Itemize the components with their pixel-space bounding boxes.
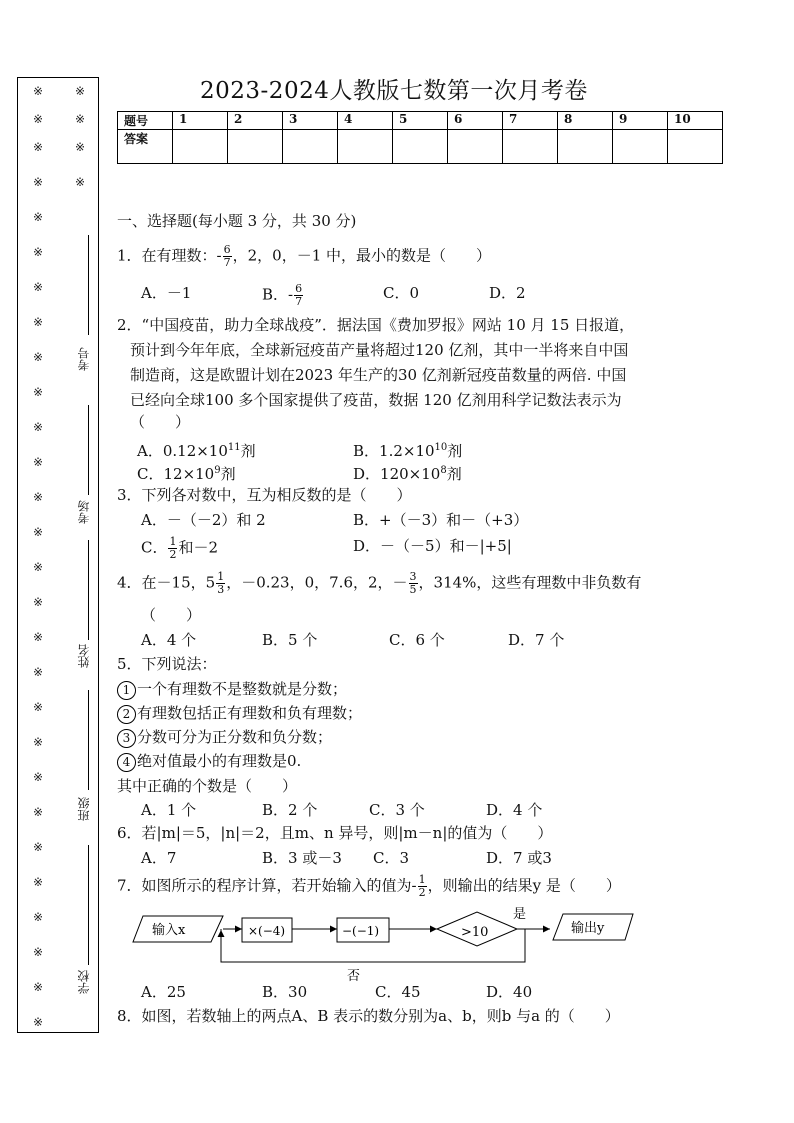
table-q-num: 4 bbox=[338, 112, 393, 130]
q5-item-4: 4 绝对值最小的有理数是0. bbox=[117, 751, 301, 772]
answer-cell[interactable] bbox=[228, 130, 283, 164]
table-q-num: 1 bbox=[173, 112, 228, 130]
flow-condition-label: >10 bbox=[461, 925, 489, 940]
q3-option-b: B．+（－3）和－（+3） bbox=[353, 511, 529, 529]
q5-stem: 5．下列说法： bbox=[117, 655, 217, 673]
margin-mark: ※ bbox=[75, 175, 86, 189]
q5-option-c: C．3 个 bbox=[369, 801, 425, 819]
margin-mark: ※ bbox=[33, 735, 44, 749]
class-line bbox=[88, 690, 89, 790]
table-header-number: 题号 bbox=[118, 112, 173, 130]
margin-mark: ※ bbox=[33, 490, 44, 504]
margin-mark: ※ bbox=[33, 700, 44, 714]
q2-line-2: 预计到今年年底，全球新冠疫苗产量将超过120 亿剂，其中一半将来自中国 bbox=[130, 341, 629, 359]
q6-option-c: C．3 bbox=[373, 849, 410, 867]
q4-option-d: D．7 个 bbox=[508, 631, 565, 649]
q5-option-d: D．4 个 bbox=[486, 801, 543, 819]
label-class: 班级 bbox=[77, 797, 91, 821]
q6-stem: 6．若|m|＝5，|n|＝2，且m、n 异号，则|m－n|的值为（ ） bbox=[117, 824, 553, 842]
q2-line-5: （ ） bbox=[130, 413, 191, 431]
margin-mark: ※ bbox=[33, 595, 44, 609]
table-q-num: 10 bbox=[668, 112, 723, 130]
q2-option-c: C．$12\times 10^9$剂 bbox=[137, 465, 236, 483]
answer-cell[interactable] bbox=[503, 130, 558, 164]
q1-stem-a: 1．在有理数： bbox=[117, 246, 217, 265]
margin-mark: ※ bbox=[33, 455, 44, 469]
margin-mark: ※ bbox=[33, 385, 44, 399]
q6-option-d: D．7 或3 bbox=[486, 849, 552, 867]
q2-line-3: 制造商，这是欧盟计划在2023 年生产的30 亿剂新冠疫苗数量的两倍. 中国 bbox=[130, 366, 627, 384]
margin-mark: ※ bbox=[33, 350, 44, 364]
label-exam-number: 考号 bbox=[77, 347, 91, 371]
q4-option-a: A．4 个 bbox=[141, 631, 197, 649]
margin-mark: ※ bbox=[33, 84, 44, 98]
answer-table bbox=[117, 111, 723, 164]
margin-mark: ※ bbox=[33, 280, 44, 294]
margin-mark: ※ bbox=[33, 770, 44, 784]
margin-mark: ※ bbox=[33, 910, 44, 924]
answer-cell[interactable] bbox=[668, 130, 723, 164]
margin-mark: ※ bbox=[33, 840, 44, 854]
q3-option-d: D．－（－5）和－|+5| bbox=[353, 537, 512, 555]
page-title: 2023-2024人教版七数第一次月考卷 bbox=[200, 78, 588, 104]
flow-output-label: 输出y bbox=[571, 921, 605, 936]
q4-option-b: B．5 个 bbox=[262, 631, 318, 649]
answer-cell[interactable] bbox=[448, 130, 503, 164]
q7-option-a: A．25 bbox=[141, 983, 186, 1001]
margin-mark: ※ bbox=[75, 140, 86, 154]
q2-option-a: A．$0.12\times 10^{11}$剂 bbox=[137, 442, 256, 460]
margin-mark: ※ bbox=[33, 315, 44, 329]
table-q-num: 5 bbox=[393, 112, 448, 130]
binding-margin bbox=[17, 77, 99, 1033]
answer-cell[interactable] bbox=[393, 130, 448, 164]
flow-multiply-label: ×(−4) bbox=[248, 924, 286, 938]
q5-option-b: B．2 个 bbox=[262, 801, 318, 819]
q7-option-d: D．40 bbox=[486, 983, 533, 1001]
q7-option-b: B．30 bbox=[262, 983, 308, 1001]
flow-subtract-label: −(−1) bbox=[342, 924, 380, 938]
table-q-num: 8 bbox=[558, 112, 613, 130]
margin-mark: ※ bbox=[33, 1015, 44, 1029]
q5-ask: 其中正确的个数是（ ） bbox=[117, 777, 298, 795]
q1-option-b: B．- $\frac{6}{7}$ bbox=[262, 282, 303, 308]
q1-stem-b: ，2，0，－1 中，最小的数是（ ） bbox=[232, 246, 492, 265]
q6-option-a: A．7 bbox=[141, 849, 177, 867]
margin-mark: ※ bbox=[33, 630, 44, 644]
q3-stem: 3．下列各对数中，互为相反数的是（ ） bbox=[117, 486, 412, 504]
answer-cell[interactable] bbox=[338, 130, 393, 164]
margin-mark: ※ bbox=[33, 805, 44, 819]
q8-stem: 8．如图，若数轴上的两点A、B 表示的数分别为a、b，则b 与a 的（ ） bbox=[117, 1007, 620, 1025]
margin-mark: ※ bbox=[33, 420, 44, 434]
section-heading: 一、选择题(每小题 3 分，共 30 分) bbox=[117, 212, 357, 230]
answer-cell[interactable] bbox=[558, 130, 613, 164]
q5-item-2: 2 有理数包括正有理数和负有理数； bbox=[117, 703, 362, 724]
margin-mark: ※ bbox=[33, 980, 44, 994]
q5-option-a: A．1 个 bbox=[141, 801, 197, 819]
q1-option-a: A．－1 bbox=[141, 284, 192, 302]
margin-mark: ※ bbox=[33, 210, 44, 224]
margin-mark: ※ bbox=[75, 112, 86, 126]
flow-input-label: 输入x bbox=[152, 923, 186, 938]
label-school: 学校 bbox=[77, 970, 91, 994]
q5-item-3: 3 分数可分为正分数和负分数； bbox=[117, 727, 332, 748]
flow-no-label: 否 bbox=[347, 969, 361, 984]
q3-option-a: A．－（－2）和 2 bbox=[141, 511, 266, 529]
table-q-num: 9 bbox=[613, 112, 668, 130]
margin-mark: ※ bbox=[33, 112, 44, 126]
program-flowchart bbox=[125, 902, 645, 984]
table-q-num: 3 bbox=[283, 112, 338, 130]
answer-cell[interactable] bbox=[173, 130, 228, 164]
q1-fraction: $\frac{6}{7}$ bbox=[223, 243, 231, 269]
margin-mark: ※ bbox=[33, 875, 44, 889]
name-line bbox=[88, 540, 89, 640]
q2-option-b: B．$1.2\times 10^{10}$剂 bbox=[353, 442, 463, 460]
margin-mark: ※ bbox=[33, 665, 44, 679]
label-name: 姓名 bbox=[77, 644, 91, 668]
table-q-num: 6 bbox=[448, 112, 503, 130]
exam-number-line bbox=[88, 235, 89, 335]
q4-option-c: C．6 个 bbox=[389, 631, 445, 649]
question-1-stem bbox=[117, 244, 491, 269]
table-q-num: 2 bbox=[228, 112, 283, 130]
flow-yes-label: 是 bbox=[513, 907, 527, 922]
table-q-num: 7 bbox=[503, 112, 558, 130]
table-header-answer: 答案 bbox=[118, 130, 173, 164]
margin-mark: ※ bbox=[33, 560, 44, 574]
q7-stem: 7．如图所示的程序计算，若开始输入的值为- $\frac{1}{2}$ ，则输出的结果y 是（ ） bbox=[117, 873, 621, 899]
q6-option-b: B．3 或－3 bbox=[262, 849, 342, 867]
q2-line-1: 2．“中国疫苗，助力全球战疫”．据法国《费加罗报》网站 10 月 15 日报道， bbox=[117, 316, 635, 334]
margin-mark: ※ bbox=[33, 245, 44, 259]
q3-option-c: C． $\frac{1}{2}$ 和－2 bbox=[141, 535, 219, 561]
margin-mark: ※ bbox=[75, 84, 86, 98]
q1-neg: - bbox=[216, 246, 222, 265]
q2-line-4: 已经向全球100 多个国家提供了疫苗，数据 120 亿剂用科学记数法表示为 bbox=[130, 391, 622, 409]
q5-item-1: 1 一个有理数不是整数就是分数； bbox=[117, 679, 347, 700]
q1-option-d: D．2 bbox=[489, 284, 526, 302]
margin-mark: ※ bbox=[33, 525, 44, 539]
q4-stem: 4．在－15，5 $\frac{1}{3}$ ，－0.23，0，7.6，2，－ $\frac{3}{5}$ ，314%，这些有理数中非负数有 bbox=[117, 570, 642, 596]
answer-cell[interactable] bbox=[613, 130, 668, 164]
q7-option-c: C．45 bbox=[375, 983, 421, 1001]
label-exam-room: 考场 bbox=[77, 500, 91, 524]
margin-mark: ※ bbox=[33, 175, 44, 189]
margin-mark: ※ bbox=[33, 140, 44, 154]
q1-option-c: C．0 bbox=[383, 284, 420, 302]
exam-room-line bbox=[88, 405, 89, 495]
school-line bbox=[88, 845, 89, 965]
margin-mark: ※ bbox=[33, 945, 44, 959]
answer-cell[interactable] bbox=[283, 130, 338, 164]
q2-option-d: D．$120\times 10^8$剂 bbox=[353, 465, 462, 483]
q4-line-2: （ ） bbox=[141, 606, 202, 624]
